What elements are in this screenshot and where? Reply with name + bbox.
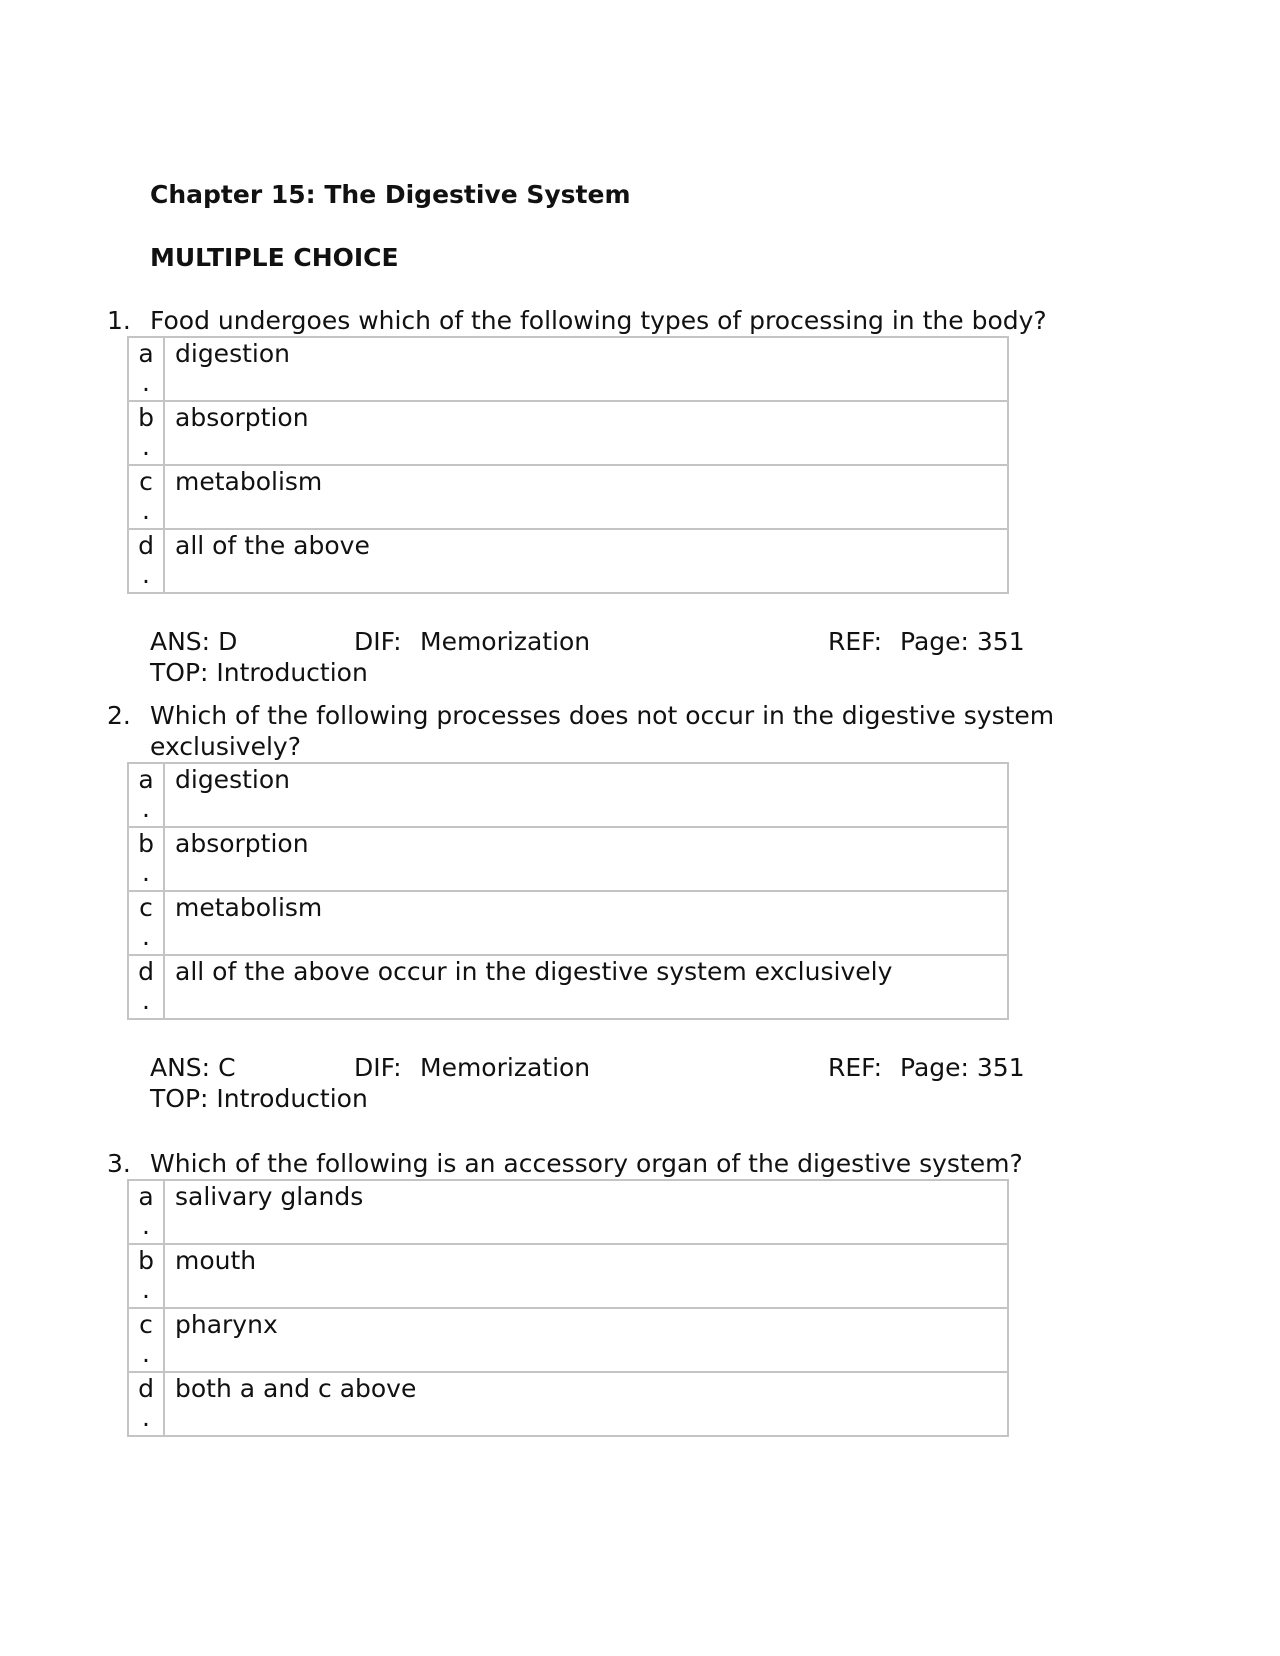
reference-label: REF: [828, 627, 883, 656]
answer: ANS: D [150, 627, 238, 656]
difficulty-label: DIF: [354, 1053, 402, 1082]
question-text: Food undergoes which of the following types of processing in the body? [150, 306, 1047, 335]
choice-letter: d . [128, 955, 164, 1019]
difficulty-value: Memorization [420, 627, 591, 656]
choice-letter: a . [128, 337, 164, 401]
choice-row-d [128, 1372, 1008, 1436]
answer-metadata [150, 626, 1070, 688]
answer: ANS: C [150, 1053, 236, 1082]
question-3 [107, 1148, 1067, 1437]
question-2 [107, 700, 1067, 1114]
choice-row-d [128, 955, 1008, 1019]
choice-text: metabolism [164, 891, 1008, 955]
choice-text: mouth [164, 1244, 1008, 1308]
question-stem [107, 305, 1067, 336]
choice-row-b [128, 827, 1008, 891]
choice-row-c [128, 465, 1008, 529]
choice-row-a [128, 1180, 1008, 1244]
choice-letter: d . [128, 529, 164, 593]
choice-text: both a and c above [164, 1372, 1008, 1436]
question-stem [107, 700, 1067, 762]
choice-text: pharynx [164, 1308, 1008, 1372]
topic: TOP: Introduction [150, 658, 368, 687]
choice-letter: c . [128, 1308, 164, 1372]
choice-row-d [128, 529, 1008, 593]
question-stem [107, 1148, 1067, 1179]
question-1 [107, 305, 1067, 688]
choice-text: all of the above [164, 529, 1008, 593]
answer-metadata [150, 1052, 1070, 1114]
choice-letter: c . [128, 465, 164, 529]
choice-row-b [128, 1244, 1008, 1308]
choice-row-c [128, 1308, 1008, 1372]
chapter-title: Chapter 15: The Digestive System [150, 180, 631, 209]
question-number: 2. [107, 701, 131, 730]
choice-text: absorption [164, 827, 1008, 891]
reference-value: Page: 351 [900, 1053, 1025, 1082]
difficulty-label: DIF: [354, 627, 402, 656]
difficulty-value: Memorization [420, 1053, 591, 1082]
question-number: 3. [107, 1149, 131, 1178]
choice-letter: b . [128, 401, 164, 465]
choices-table [127, 762, 1009, 1020]
question-text: Which of the following processes does not occur in the digestive system exclusively? [150, 701, 1055, 761]
choice-letter: c . [128, 891, 164, 955]
choice-text: metabolism [164, 465, 1008, 529]
choice-row-a [128, 763, 1008, 827]
section-heading: MULTIPLE CHOICE [150, 243, 399, 272]
choice-letter: b . [128, 827, 164, 891]
choice-row-c [128, 891, 1008, 955]
topic: TOP: Introduction [150, 1084, 368, 1113]
choices-table [127, 336, 1009, 594]
choice-row-a [128, 337, 1008, 401]
reference-label: REF: [828, 1053, 883, 1082]
choice-text: salivary glands [164, 1180, 1008, 1244]
choice-letter: a . [128, 1180, 164, 1244]
question-text: Which of the following is an accessory organ of the digestive system? [150, 1149, 1023, 1178]
question-number: 1. [107, 306, 131, 335]
choice-letter: d . [128, 1372, 164, 1436]
choices-table [127, 1179, 1009, 1437]
choice-text: digestion [164, 337, 1008, 401]
choice-text: digestion [164, 763, 1008, 827]
choice-text: absorption [164, 401, 1008, 465]
choice-row-b [128, 401, 1008, 465]
choice-text: all of the above occur in the digestive system exclusively [164, 955, 1008, 1019]
choice-letter: a . [128, 763, 164, 827]
choice-letter: b . [128, 1244, 164, 1308]
reference-value: Page: 351 [900, 627, 1025, 656]
